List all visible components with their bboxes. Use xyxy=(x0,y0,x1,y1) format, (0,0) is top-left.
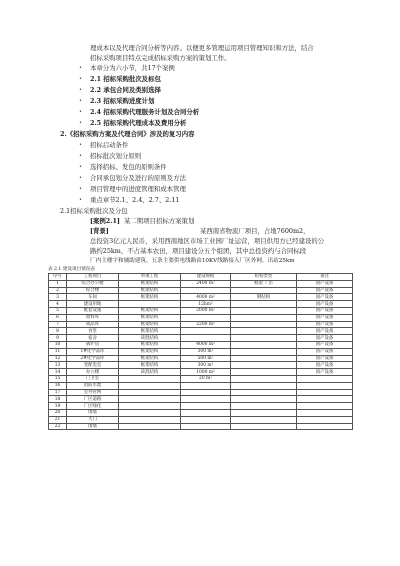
table-cell: 国产设备 xyxy=(297,348,353,355)
table-row xyxy=(49,409,353,416)
table-cell: 4000 m² xyxy=(181,294,231,301)
table-row xyxy=(49,321,353,328)
section-list-item: 2.3 招标采购进度计划 xyxy=(90,97,155,105)
table-cell xyxy=(231,369,297,376)
table-cell: 国产设备 xyxy=(297,301,353,308)
table-row xyxy=(49,287,353,294)
table-cell: 消防水池 xyxy=(67,382,119,389)
chapter2-item: 招标启动条件 xyxy=(90,141,129,149)
table-cell: 食堂 xyxy=(67,328,119,335)
table-row xyxy=(49,301,353,308)
table-cell xyxy=(181,403,231,410)
table-cell: 建设用地 xyxy=(67,301,119,308)
chapter2-item: 合同承包划分及进行的原则及方法 xyxy=(90,174,186,182)
background-line-2: 总投资3亿元人民币，采用西南地区市场工业园厂址运营，项目供用方已经建设的公 xyxy=(90,237,325,245)
table-header-cell: 备注 xyxy=(297,274,353,281)
table-cell xyxy=(181,389,231,396)
table-cell xyxy=(231,341,297,348)
table-cell: 框架结构 xyxy=(119,287,181,294)
table-cell xyxy=(297,416,353,423)
table-cell: 砖混结构 xyxy=(119,335,181,342)
table-cell: 22 xyxy=(49,423,67,430)
case-label: [案例2.1] xyxy=(90,217,120,225)
table-cell: 厂区道路 xyxy=(67,396,119,403)
table-cell xyxy=(231,314,297,321)
section-list-item: 2.4 招标采购代理服务计划及合同分析 xyxy=(90,108,200,116)
table-row xyxy=(49,355,353,362)
table-cell: 综合办公楼 xyxy=(67,280,119,287)
table-cell: 11 xyxy=(49,348,67,355)
table-cell xyxy=(231,307,297,314)
table-row xyxy=(49,307,353,314)
table-cell: 15 xyxy=(49,375,67,382)
table-row xyxy=(49,382,353,389)
table-cell: 2000 m² xyxy=(181,307,231,314)
bullet-icon: • xyxy=(79,153,82,159)
table-cell: 14 xyxy=(49,369,67,376)
table-cell xyxy=(297,375,353,382)
table-cell: 1#化学品库 xyxy=(67,348,119,355)
table-cell xyxy=(231,416,297,423)
intro-line-1: 理成本以及代理合同分析等内容。以便更多管理运用项目管理知识和方法，结合 xyxy=(90,44,314,52)
table-cell: 围墙 xyxy=(67,423,119,430)
table-cell xyxy=(119,403,181,410)
table-row xyxy=(49,362,353,369)
table-cell xyxy=(297,423,353,430)
table-row xyxy=(49,341,353,348)
table-header-cell: 建设规模 xyxy=(181,274,231,281)
table-header-cell: 单项工程 xyxy=(119,274,181,281)
table-cell: 钢结构 xyxy=(231,294,297,301)
table-cell xyxy=(181,328,231,335)
table-row xyxy=(49,403,353,410)
table-row xyxy=(49,369,353,376)
table-cell xyxy=(231,403,297,410)
table-cell: 国产设备 xyxy=(297,287,353,294)
table-cell: 4 xyxy=(49,301,67,308)
bullet-icon: • xyxy=(79,87,82,93)
table-cell xyxy=(119,389,181,396)
table-cell: 围墙 xyxy=(67,409,119,416)
table-cell: 厂区绿化 xyxy=(67,403,119,410)
table-cell xyxy=(181,314,231,321)
table-cell: 办公楼 xyxy=(67,369,119,376)
table-cell: 4000 m² xyxy=(181,341,231,348)
table-cell: 国产设备 xyxy=(297,280,353,287)
bullet-icon: • xyxy=(79,120,82,126)
bullet-icon: • xyxy=(79,65,82,71)
intro-line-2: 招标采购项目特点完成招标采购方案的策划工作。 xyxy=(90,54,231,62)
case-text: 某二期项目招标方案策划 xyxy=(124,217,195,225)
table-row xyxy=(49,416,353,423)
project-table xyxy=(48,273,353,430)
table-cell: 国产设备 xyxy=(297,362,353,369)
table-row xyxy=(49,280,353,287)
table-cell: 5 xyxy=(49,307,67,314)
table-row xyxy=(49,396,353,403)
table-cell xyxy=(119,396,181,403)
table-caption: 表 2.1 建设项目情况表 xyxy=(48,267,95,272)
table-cell: 国产设备 xyxy=(297,307,353,314)
table-cell: 17 xyxy=(49,389,67,396)
table-cell xyxy=(297,409,353,416)
table-cell: 12hm² xyxy=(181,301,231,308)
bullet-icon: • xyxy=(79,98,82,104)
chapter2-item: 项目管理中的进度管理和成本管理 xyxy=(90,185,186,193)
table-cell xyxy=(231,335,297,342)
table-cell xyxy=(231,382,297,389)
table-header-cell: 序号 xyxy=(49,274,67,281)
table-cell: 国产设备 xyxy=(297,294,353,301)
table-cell: 19 xyxy=(49,403,67,410)
background-line-4: 厂内主楼宇和辅助建筑，五条主要供电线路由10KV线路接入厂区外网，出站25km xyxy=(90,258,295,264)
table-cell: 16 xyxy=(49,382,67,389)
table-header-cell: 工程项目 xyxy=(67,274,119,281)
table-cell: 宿舍 xyxy=(67,335,119,342)
table-cell: 成品库 xyxy=(67,321,119,328)
bullet-icon: • xyxy=(79,142,82,148)
table-cell: 9 xyxy=(49,335,67,342)
bullet-icon: • xyxy=(79,197,82,203)
section21-heading: 2.1招标采购批次及分包 xyxy=(60,207,128,215)
table-cell: 框架结构 xyxy=(119,328,181,335)
table-cell xyxy=(231,389,297,396)
table-cell: 1 xyxy=(49,280,67,287)
table-cell xyxy=(119,416,181,423)
table-cell xyxy=(297,396,353,403)
table-cell: 300 m² xyxy=(181,362,231,369)
section-list-item: 2.5 招标采购代理成本及费用分析 xyxy=(90,119,187,127)
table-cell: 国产设备 xyxy=(297,328,353,335)
table-cell: 室外管网 xyxy=(67,389,119,396)
table-cell: 6 xyxy=(49,314,67,321)
table-cell xyxy=(231,396,297,403)
table-cell: 框架结构 xyxy=(119,307,181,314)
section-list-item: 2.1 招标采购批次及标包 xyxy=(90,75,161,83)
table-cell: 3 xyxy=(49,294,67,301)
table-cell: 国产设备 xyxy=(297,321,353,328)
table-cell: 7 xyxy=(49,321,67,328)
table-cell: 框架结构 xyxy=(119,321,181,328)
table-cell: 框架结构 xyxy=(119,355,181,362)
table-cell xyxy=(181,287,231,294)
table-cell: 12 xyxy=(49,355,67,362)
chapter2-item: 招标批次划分原则 xyxy=(90,152,142,160)
background-line-3: 路约25km，不占基本农田，项目建设分五个组团，其中总投资约与合同标段 xyxy=(90,247,307,255)
bullet-icon: • xyxy=(79,175,82,181)
table-cell xyxy=(231,423,297,430)
table-cell: 车间 xyxy=(67,294,119,301)
table-row xyxy=(49,375,353,382)
table-cell xyxy=(297,389,353,396)
table-cell xyxy=(119,382,181,389)
table-cell: 框架结构 xyxy=(119,341,181,348)
table-cell xyxy=(231,287,297,294)
table-body xyxy=(49,280,353,430)
table-cell xyxy=(231,362,297,369)
table-cell xyxy=(119,301,181,308)
table-cell xyxy=(231,348,297,355)
table-cell: 国产设备 xyxy=(297,355,353,362)
table-header-cell: 结构类型 xyxy=(231,274,297,281)
chapter2-heading: 2.《招标采购方案及代理合同》涉及的复习内容 xyxy=(60,130,195,138)
table-cell: 框架结构 xyxy=(119,280,181,287)
table-cell: 13 xyxy=(49,362,67,369)
table-cell: 2400 m² xyxy=(181,280,231,287)
table-cell: 变配电室 xyxy=(67,362,119,369)
table-cell: 配套设施 xyxy=(67,307,119,314)
table-cell: 大门 xyxy=(67,416,119,423)
table-cell xyxy=(119,423,181,430)
table-cell: 2#化学品库 xyxy=(67,355,119,362)
table-cell: 20 m² xyxy=(181,375,231,382)
chapter2-item: 重点章节2.1、2.4、2.7、2.11 xyxy=(90,196,180,204)
table-cell xyxy=(181,423,231,430)
table-cell: 10 xyxy=(49,341,67,348)
table-cell xyxy=(181,396,231,403)
table-cell: 框架结构 xyxy=(119,362,181,369)
table-cell: 20 xyxy=(49,409,67,416)
background-label: [背景] xyxy=(90,227,109,235)
table-cell: 国产设备 xyxy=(297,335,353,342)
table-cell: 框架结构 xyxy=(119,314,181,321)
table-cell: 21 xyxy=(49,416,67,423)
table-cell: 框架 7 层 xyxy=(231,280,297,287)
table-row xyxy=(49,389,353,396)
table-cell xyxy=(231,409,297,416)
table-cell xyxy=(231,375,297,382)
bullet-icon: • xyxy=(79,164,82,170)
table-cell: 8 xyxy=(49,328,67,335)
table-cell: 300 m² xyxy=(181,348,231,355)
table-row xyxy=(49,335,353,342)
table-cell: 国产设备 xyxy=(297,369,353,376)
table-cell xyxy=(231,328,297,335)
table-row xyxy=(49,348,353,355)
table-cell: 原料库 xyxy=(67,314,119,321)
table-cell xyxy=(181,409,231,416)
table-cell: 国产设备 xyxy=(297,341,353,348)
bullet-icon: • xyxy=(79,109,82,115)
bullet-icon: • xyxy=(79,186,82,192)
table-cell: 国产设备 xyxy=(297,314,353,321)
table-row xyxy=(49,294,353,301)
table-cell: 框架结构 xyxy=(119,294,181,301)
table-cell: 18 xyxy=(49,396,67,403)
table-cell: 500 m² xyxy=(181,355,231,362)
table-cell: 锅炉房 xyxy=(67,341,119,348)
table-cell xyxy=(231,355,297,362)
table-cell: 框架结构 xyxy=(119,348,181,355)
background-line-1: 某西南省物流厂项目，占地7600m2， xyxy=(200,227,310,235)
table-cell xyxy=(119,375,181,382)
table-row xyxy=(49,328,353,335)
table-cell xyxy=(119,409,181,416)
table-cell: 1000 m² xyxy=(181,369,231,376)
table-row xyxy=(49,423,353,430)
section-list-item: 2.2 承包合同及类别选择 xyxy=(90,86,161,94)
table-header-row xyxy=(49,274,353,281)
intro-line-3: 本章分为六小节，共17个案例 xyxy=(90,64,175,72)
table-cell xyxy=(181,335,231,342)
table-cell: 2200 m² xyxy=(181,321,231,328)
table-cell: 综合楼 xyxy=(67,287,119,294)
table-cell xyxy=(297,382,353,389)
bullet-icon: • xyxy=(79,76,82,82)
chapter2-item: 选择招标、发包的原则条件 xyxy=(90,163,167,171)
table-cell: 砖混结构 xyxy=(119,369,181,376)
table-row xyxy=(49,314,353,321)
table-cell xyxy=(231,321,297,328)
table-cell: 2 xyxy=(49,287,67,294)
table-cell: 门卫室 xyxy=(67,375,119,382)
table-cell xyxy=(181,382,231,389)
table-cell xyxy=(181,416,231,423)
table-cell xyxy=(297,403,353,410)
table-cell xyxy=(231,301,297,308)
